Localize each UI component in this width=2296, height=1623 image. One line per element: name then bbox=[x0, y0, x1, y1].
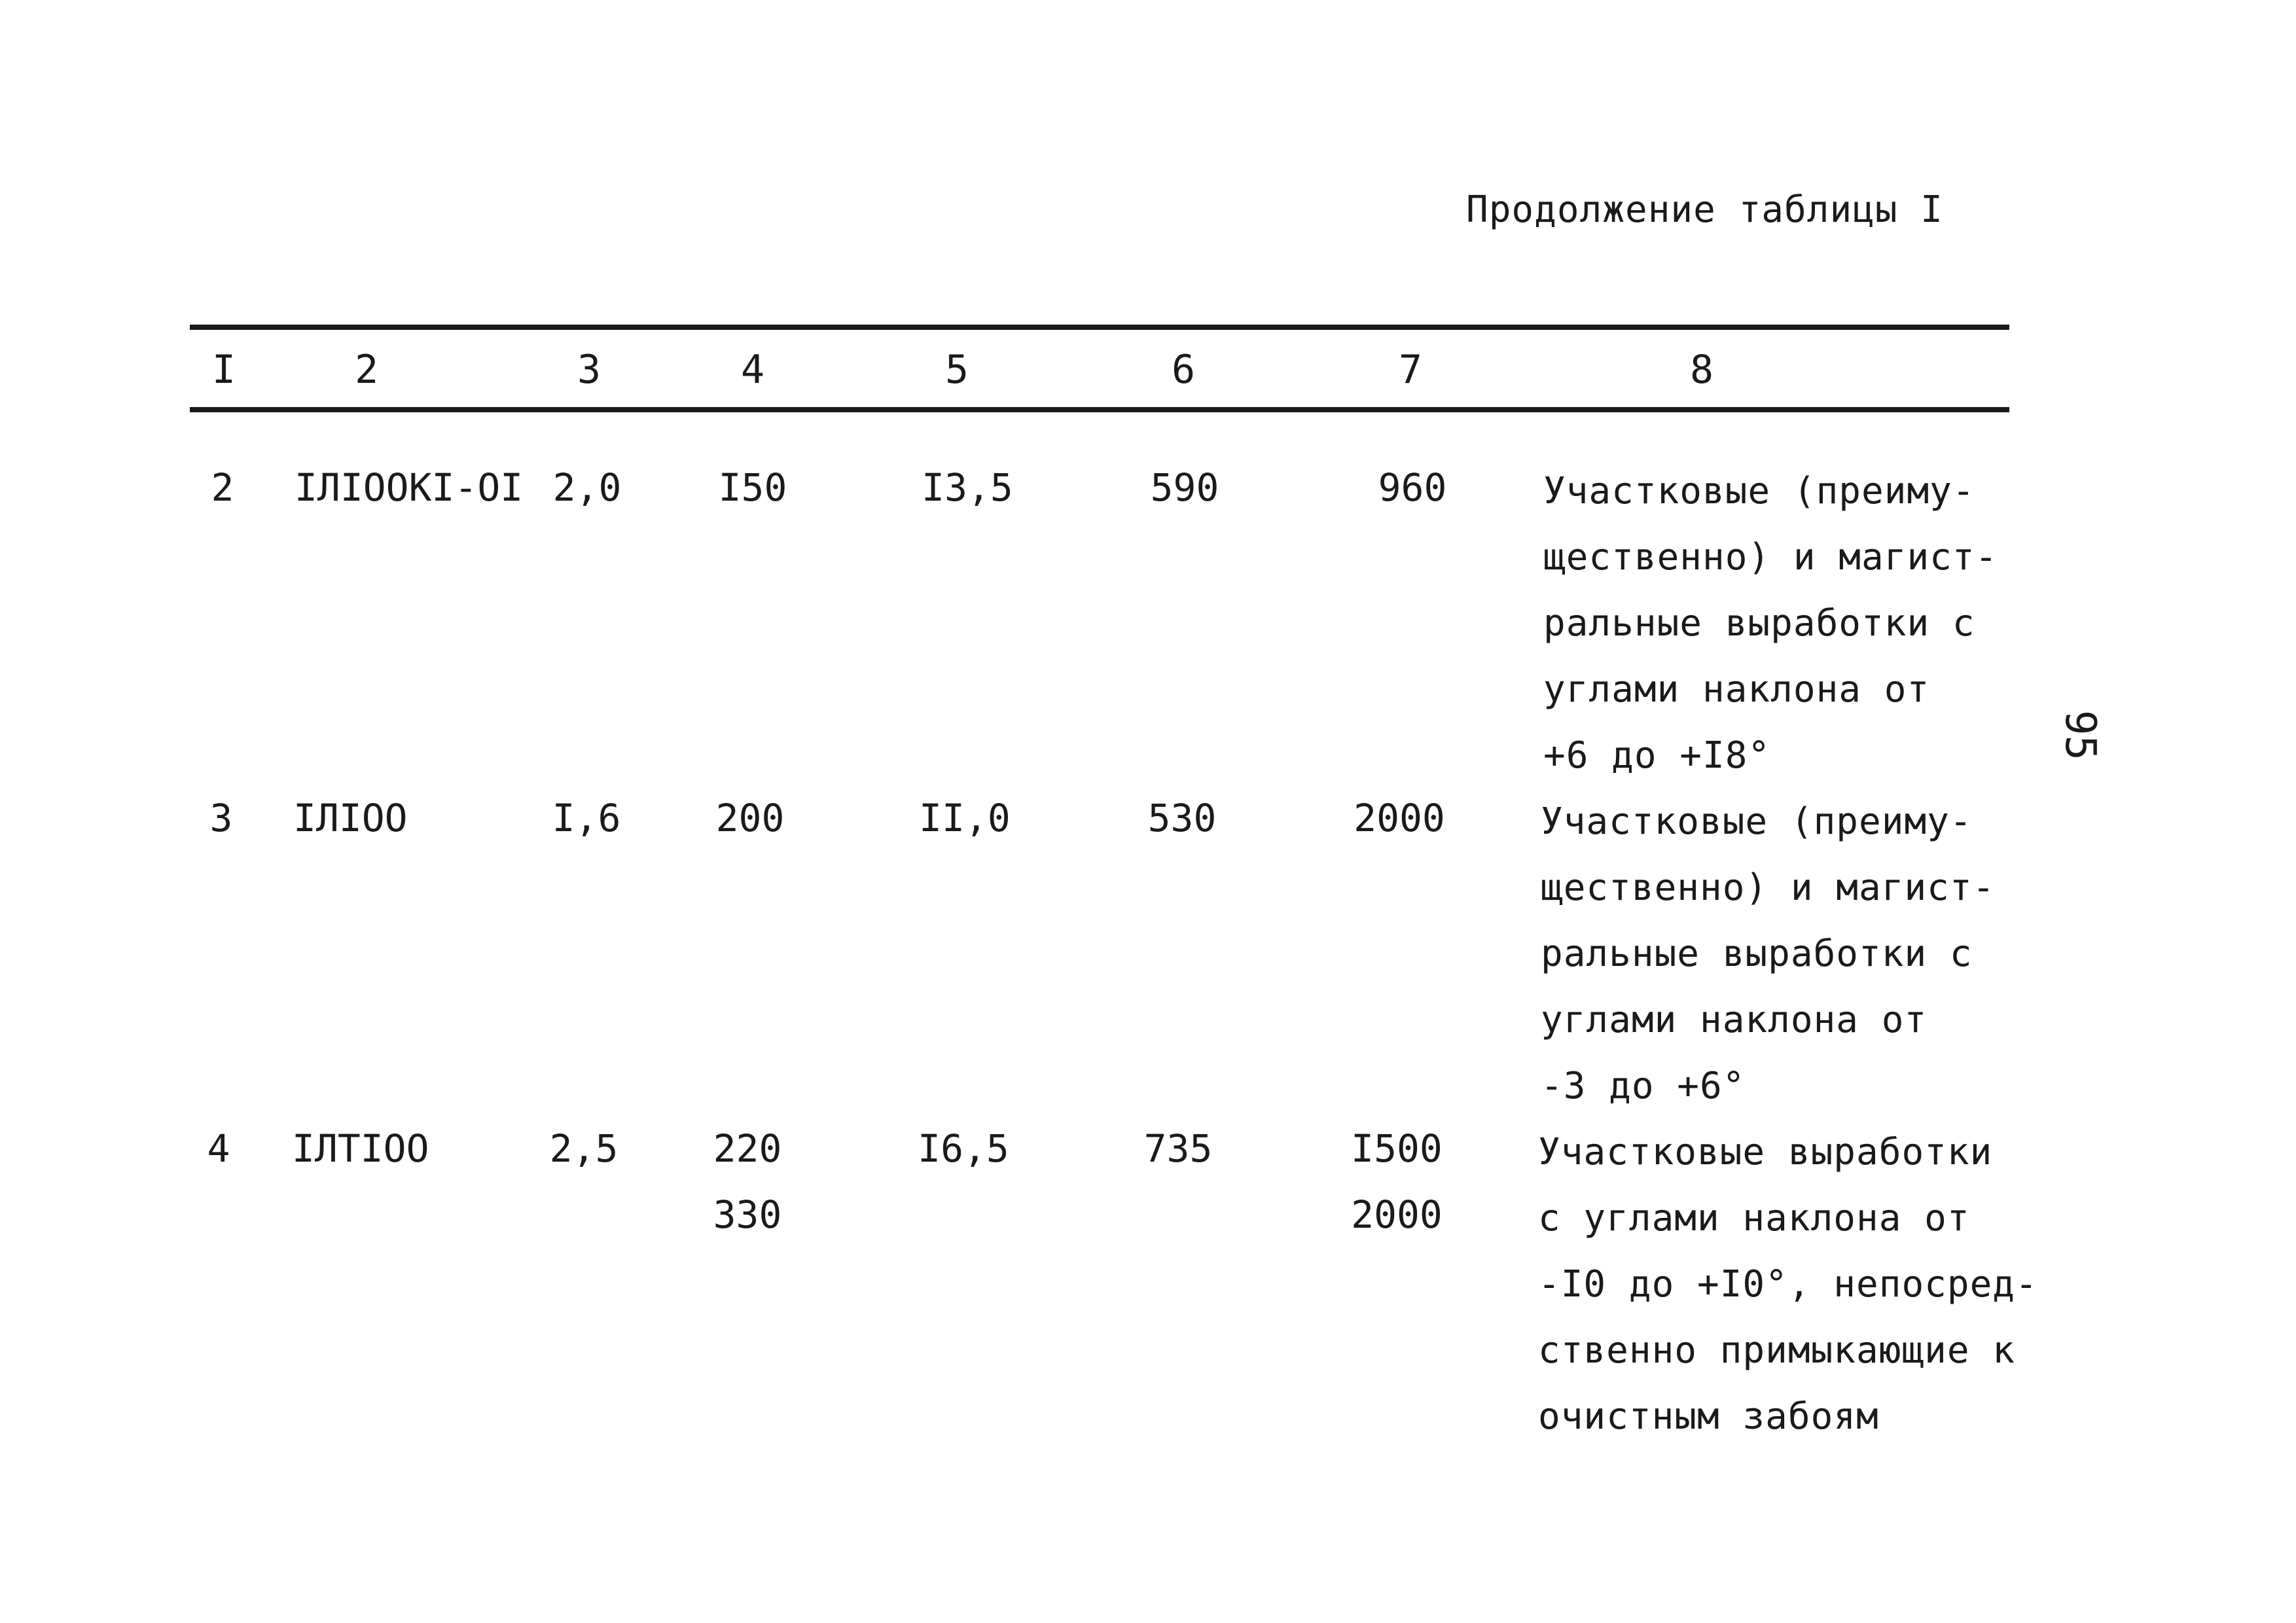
model-cell: IЛIOOKI-OI bbox=[295, 465, 524, 510]
column-header-1: I bbox=[211, 347, 236, 393]
page-number: 95 bbox=[2056, 710, 2104, 761]
row-number: 4 bbox=[207, 1126, 230, 1171]
row-number: 3 bbox=[209, 796, 233, 840]
cell-col6: 530 bbox=[1147, 796, 1217, 840]
cell-col4: 220 330 bbox=[713, 1126, 782, 1237]
column-header-8: 8 bbox=[1689, 347, 1714, 393]
model-cell: IЛIOO bbox=[293, 796, 408, 840]
description-cell: Участковые выработки с углами наклона от -I0 до +I0°, непосред- ственно примыкающие к очистным забоям bbox=[1538, 1131, 2038, 1438]
cell-col3: 2,0 bbox=[552, 465, 622, 510]
column-header-6: 6 bbox=[1171, 347, 1196, 393]
cell-col5: II,0 bbox=[919, 796, 1011, 840]
cell-col5: I3,5 bbox=[922, 465, 1013, 510]
description-cell: Участковые (преиму- щественно) и магист- ральные выработки с углами наклона от -3 до +6° bbox=[1541, 800, 1996, 1107]
cell-col7: 2000 bbox=[1354, 796, 1445, 840]
cell-col3: I,6 bbox=[552, 796, 621, 840]
column-header-5: 5 bbox=[944, 347, 969, 393]
cell-col6: 735 bbox=[1143, 1126, 1213, 1171]
cell-col7: 960 bbox=[1378, 465, 1447, 510]
cell-col4: I50 bbox=[718, 465, 787, 510]
model-cell: IЛTIOO bbox=[292, 1126, 429, 1171]
column-header-7: 7 bbox=[1398, 347, 1423, 393]
description-cell: Участковые (преиму- щественно) и магист- ральные выработки с углами наклона от +6 до +I8° bbox=[1543, 470, 1998, 777]
column-header-3: 3 bbox=[577, 347, 601, 393]
table-top-rule bbox=[190, 325, 2009, 330]
cell-col5: I6,5 bbox=[918, 1126, 1009, 1171]
column-header-2: 2 bbox=[354, 347, 379, 393]
cell-col3: 2,5 bbox=[549, 1126, 619, 1171]
cell-col4: 200 bbox=[715, 796, 785, 840]
column-header-4: 4 bbox=[740, 347, 765, 393]
cell-col6: 590 bbox=[1150, 465, 1219, 510]
row-number: 2 bbox=[211, 465, 234, 510]
cell-col7: I500 2000 bbox=[1351, 1126, 1443, 1237]
table-caption: Продолжение таблицы I bbox=[1466, 188, 1944, 231]
table-header-rule bbox=[190, 407, 2009, 412]
